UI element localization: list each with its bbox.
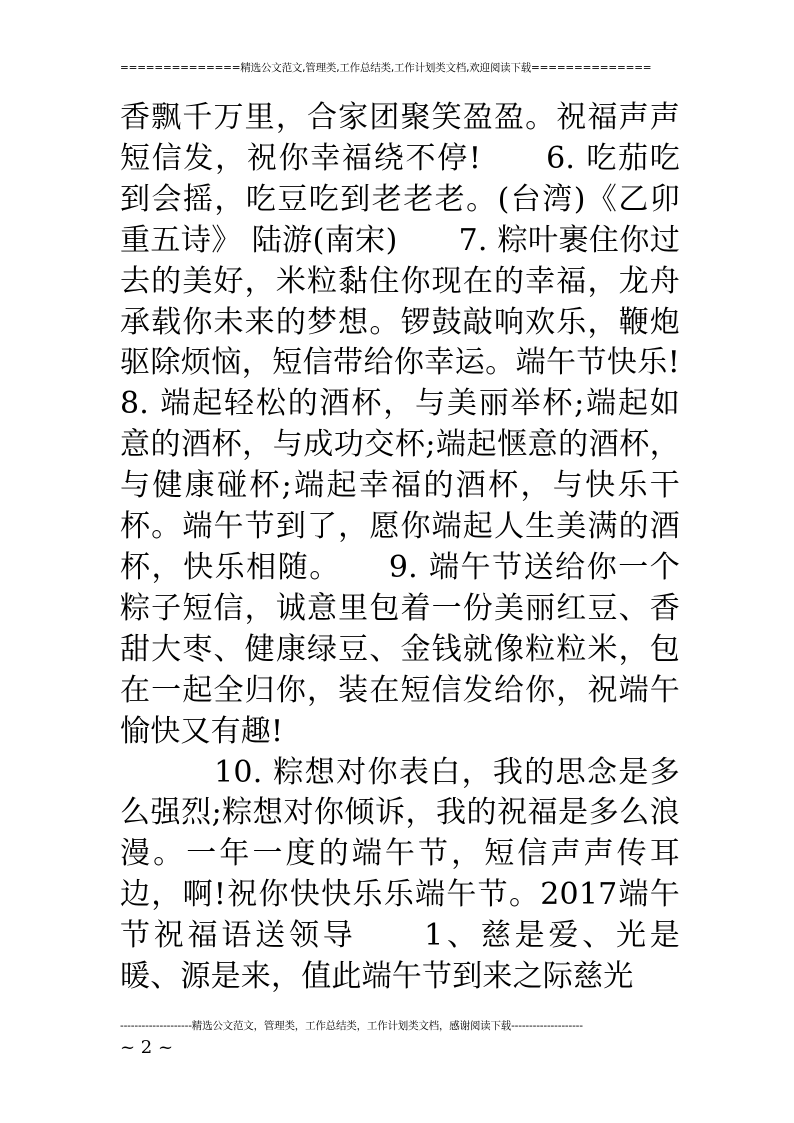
body-text: 香飘千万里，合家团聚笑盈盈。祝福声声短信发，祝你幸福绕不停! 6. 吃茄吃到会摇，吃豆吃到老老老。(台湾)《乙卯重五诗》 陆游(南宋) 7. 粽叶裹住你过去的美好，米粒黏住你现在的幸福，龙舟承载你未来的梦想。锣鼓敲响欢乐，鞭炮驱除烦恼，短信带给你幸运。端午节快乐! 8. 端起轻松的酒杯，与美丽举杯;端起如意的酒杯，与成功交杯;端起惬意的酒杯，与健康碰杯;端起幸福的酒杯，与快乐干杯。端午节到了，愿你端起人生美满的酒杯，快乐相随。 9. 端午节送给你一个粽子短信，诚意里包着一份美丽红豆、香甜大枣、健康绿豆、金钱就像粒粒米，包在一起全归你，装在短信发给你，祝端午愉快又有趣! 10. 粽想对你表白，我的思念是多么强烈;粽想对你倾诉，我的祝福是多么浪漫。一年一度的端午节，短信声声传耳边，啊!祝你快快乐乐端午节。2017端午节祝福语送领导 1、慈是爱、光是暖、源是来，值此端午节到来之际慈光 <box>120 100 680 995</box>
page-footer: --------------------精选公文范文，管理类，工作总结类，工作计划类文档，感谢阅读下载-------------------- <box>120 1020 583 1032</box>
page-header: ==============精选公文范文,管理类,工作总结类,工作计划类文档,欢迎阅读下载============== <box>120 62 652 74</box>
page-number: ~ 2 ~ <box>120 1037 174 1058</box>
